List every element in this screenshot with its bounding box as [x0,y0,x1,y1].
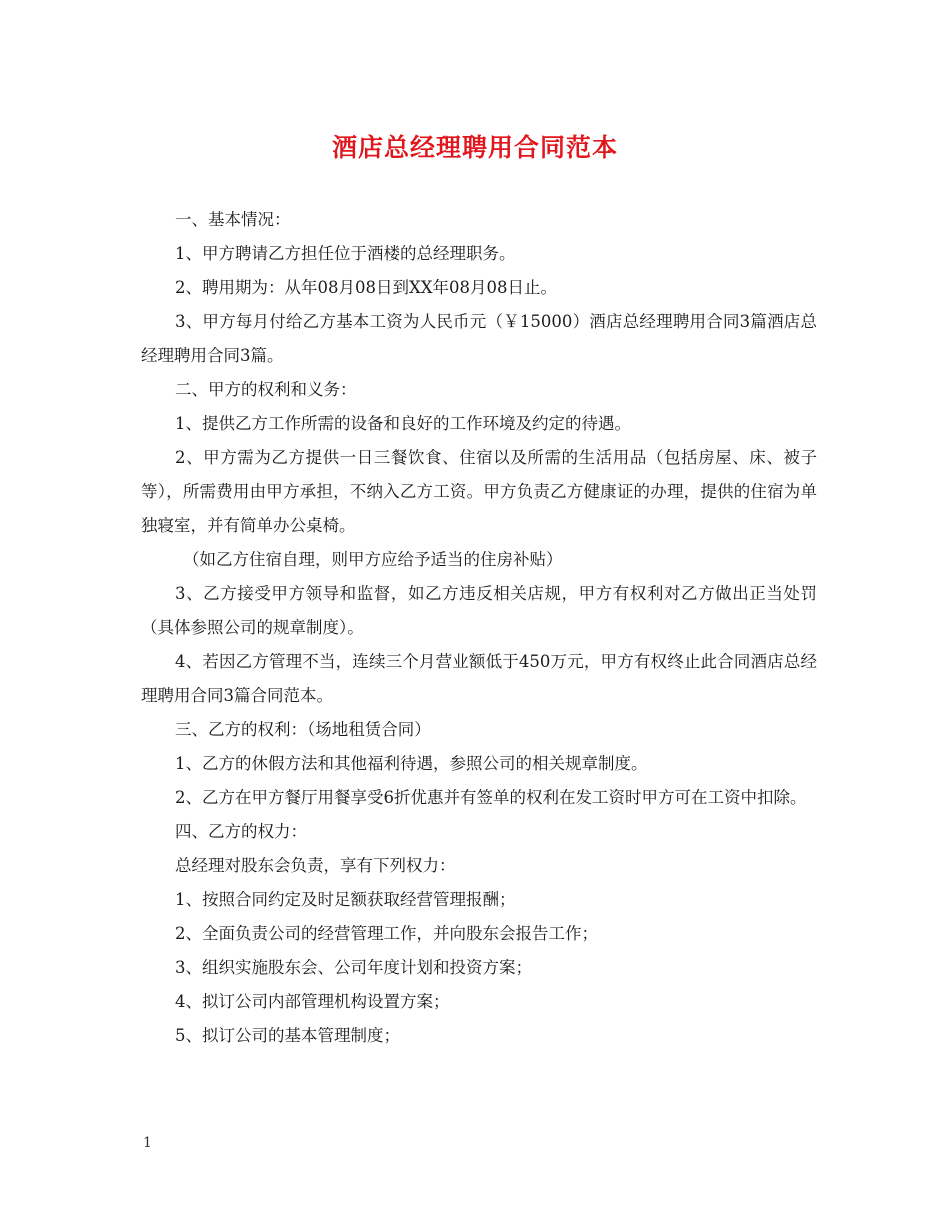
page-number: 1 [143,1135,152,1151]
clause-paragraph: 3、组织实施股东会、公司年度计划和投资方案； [175,958,532,977]
clause-paragraph: 4、若因乙方管理不当，连续三个月营业额低于450万元，甲方有权终止此合同酒店总经理聘用合同3篇合同范本。 [141,652,817,705]
clause-paragraph: 3、乙方接受甲方领导和监督，如乙方违反相关店规，甲方有权利对乙方做出正当处罚（具体参照公司的规章制度）。 [141,584,817,637]
clause-paragraph: 1、提供乙方工作所需的设备和良好的工作环境及约定的待遇。 [175,414,631,433]
clause-paragraph: 4、拟订公司内部管理机构设置方案； [175,992,450,1011]
section-heading-basic-info: 一、基本情况： [175,210,291,229]
clause-paragraph: 2、聘用期为：从年08月08日到XX年08月08日止。 [175,278,557,297]
clause-paragraph: 总经理对股东会负责，享有下列权力： [175,856,456,875]
clause-paragraph: 2、甲方需为乙方提供一日三餐饮食、住宿以及所需的生活用品（包括房屋、床、被子等），所需费用由甲方承担，不纳入乙方工资。甲方负责乙方健康证的办理，提供的住宿为单独寝室，并有简单办公桌椅。 [141,448,817,535]
clause-paragraph: 1、甲方聘请乙方担任位于酒楼的总经理职务。 [175,244,516,263]
note-paragraph: （如乙方住宿自理，则甲方应给予适当的住房补贴） [183,550,563,569]
document-title: 酒店总经理聘用合同范本 [331,133,618,162]
clause-paragraph: 2、全面负责公司的经营管理工作，并向股东会报告工作； [175,924,598,943]
clause-paragraph: 3、甲方每月付给乙方基本工资为人民币元（￥15000）酒店总经理聘用合同3篇酒店总经理聘用合同3篇。 [141,312,817,365]
clause-paragraph: 2、乙方在甲方餐厅用餐享受6折优惠并有签单的权利在发工资时甲方可在工资中扣除。 [175,788,807,807]
clause-paragraph: 1、乙方的休假方法和其他福利待遇，参照公司的相关规章制度。 [175,754,648,773]
section-heading-party-b-powers: 四、乙方的权力： [175,822,307,841]
section-heading-party-b-rights: 三、乙方的权利：（场地租赁合同） [175,720,431,739]
clause-paragraph: 1、按照合同约定及时足额获取经营管理报酬； [175,890,516,909]
document-body [141,203,817,1053]
clause-paragraph: 5、拟订公司的基本管理制度； [175,1026,400,1045]
section-heading-party-a: 二、甲方的权利和义务： [175,380,357,399]
